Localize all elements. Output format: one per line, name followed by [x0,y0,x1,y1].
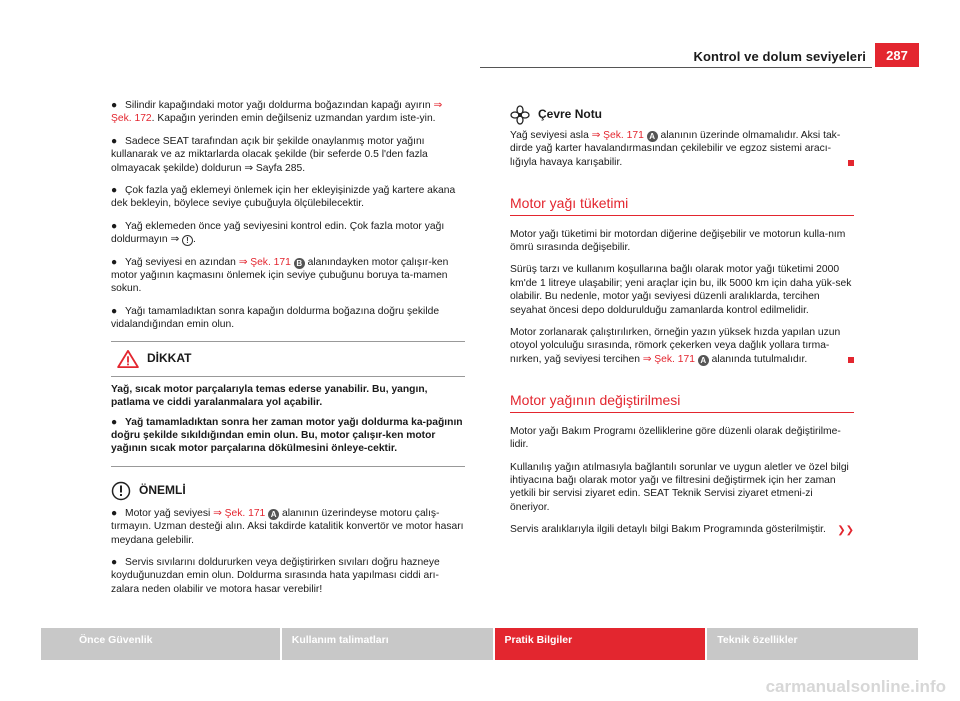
environment-note-body: Yağ seviyesi asla ⇒ Şek. 171 A alanının üzerinde olmamalıdır. Aksi tak-dirde yağ karter havalandırmasından çekilebilir ve egzoz sistemi aracı-lığıyla havaya karışabilir. [510,129,854,169]
figure-link[interactable]: ⇒ Şek. 171 [238,256,291,268]
warning-header [111,342,465,377]
warning-body [111,377,465,466]
bullet-dot-icon: ● [111,220,118,232]
callout-a-icon: A [698,355,709,366]
environment-note-header [510,105,854,125]
bullet-6: ● Yağı tamamladıktan sonra kapağın doldurma boğazına doğru şekilde vidalandığından emin olun. [111,305,440,331]
bullet-dot-icon: ● [111,556,118,568]
paragraph: Sürüş tarzı ve kullanım koşullarına bağlı olarak motor yağı tüketimi 2000 km'de 1 litreye ulaşabilir; yeni araçlar için bu, ilk 5000 km için daha yük-sek olabilir. Bu nedenle, motor yağı seviyesi düzenli aralıklarda, tercihen seyahat öncesi depo doldurulduğu zamanlarda kontrol edilmelidir. [510,264,852,316]
notice-body [111,507,465,596]
bullet-4: ● Yağ eklemeden önce yağ seviyesini kontrol edin. Çok fazla motor yağı doldurmayın ⇒ ! . [111,220,445,246]
section-heading-oil-change: Motor yağının değiştirilmesi [510,394,854,412]
left-column [111,99,465,605]
figure-link[interactable]: ⇒ Şek. 171 [213,507,266,519]
warning-box [111,341,465,467]
figure-link[interactable]: ⇒ Şek. 171 [591,130,644,141]
paragraph: Servis aralıklarıyla ilgili detaylı bilgi Bakım Programında gösterilmiştir. ❯❯ [510,524,854,537]
warning-title: DİKKAT [147,350,192,365]
warning-para-1: Yağ, sıcak motor parçalarıyla temas ederse yanabilir. Bu, yangın, patlama ve ciddi yaralanmalara yol açabilir. [111,383,428,409]
bullet-1: ● Silindir kapağındaki motor yağı doldurma boğazından kapağı ayırın ⇒ Şek. 172. Kapağın yerinden emin değilseniz uzmandan yardım iste-yin. [111,100,443,125]
callout-b-icon: B [294,258,305,269]
paragraph: Motor zorlanarak çalıştırılırken, örneğin yazın yüksek hızda yapılan uzun otoyol yolculuğu sırasında, römork çekerken veya dağlık yollara tırma-nırken, yağ seviyesi tercihen ⇒ Şek. 171 A alanında tutulmalıdır. [510,326,854,366]
page-header-title: Kontrol ve dolum seviyeleri [693,49,866,64]
notice-ref-icon[interactable]: ! [182,235,193,246]
watermark: carmanualsonline.info [765,677,946,696]
header-rule [480,67,872,68]
warning-para-2: ● Yağ tamamladıktan sonra her zaman motor yağı doldurma ka-pağının doğru şekilde sıkıldığından emin olun. Bu, motor çalışır-ken motor yağının sıcak motor parçalarına dökülmesini önleye-cektir. [111,416,463,455]
tab-safety[interactable]: Önce Güvenlik [41,628,280,660]
bullet-dot-icon: ● [111,507,118,519]
continue-arrow-icon: ❯❯ [837,525,854,537]
notice-bullet-1: ● Motor yağ seviyesi ⇒ Şek. 171 A alanının üzerindeyse motoru çalış-tırmayın. Uzman desteği alın. Aksi takdirde katalitik konvertör ve motor hasarı meydana gelebilir. [111,507,464,546]
section-heading-oil-consumption: Motor yağı tüketimi [510,197,854,215]
bullet-dot-icon: ● [111,305,118,317]
bullet-5: ● Yağ seviyesi en azından ⇒ Şek. 171 B alanındayken motor çalışır-ken motor yağının kaçmasını önlemek için seviye çubuğunu boruya ta-mamen sokun. [111,256,449,295]
bullet-dot-icon: ● [111,135,118,147]
figure-link[interactable]: ⇒ Şek. 171 [642,353,695,365]
footer-nav [41,628,918,660]
section-end-mark [848,357,854,363]
notice-title: ÖNEMLİ [139,483,186,498]
bullet-3: ● Çok fazla yağ eklemeyi önlemek için her ekleyişinizde yağ kartere akana dek bekleyin, böylece seviye çubuğuyla ölçülebilecektir. [111,185,456,210]
page-number: 287 [875,43,919,67]
bullet-dot-icon: ● [111,100,118,111]
exclamation-circle-icon [111,481,131,501]
warning-triangle-icon [117,350,139,368]
environment-note-title: Çevre Notu [538,107,603,122]
paragraph: Motor yağı Bakım Programı özelliklerine göre düzenli olarak değiştirilme-lidir. [510,425,841,451]
page-link[interactable]: ⇒ Sayfa 285 [244,162,303,174]
paragraph: Kullanılış yağın atılmasıyla bağlantılı sorunlar ve uygun aletler ve özel bilgi ihtiyacına bağı olarak motor yağı ve filtresini değiştirmek için her zaman yetkili bir servisi ziyaret edin. SEAT Teknik Servisi ziyaret etmeni-zi öneriyor. [510,461,849,513]
bullet-dot-icon: ● [111,416,118,428]
tab-operating-instructions[interactable]: Kullanım talimatları [282,628,493,660]
bullet-2: ● Sadece SEAT tarafından açık bir şekilde onaylanmış motor yağını kullanarak ve az miktarlarda olacak şekilde (bir seferde 0.5 l'den fazla olmayacak şekilde) doldurun ⇒ Sayfa 285. [111,135,428,174]
tab-technical-specs[interactable]: Teknik özellikler [707,628,918,660]
callout-a-icon: A [647,131,658,142]
section-end-mark [848,160,854,166]
callout-a-icon: A [268,509,279,520]
flower-icon [510,105,530,125]
tab-practical-info[interactable]: Pratik Bilgiler [495,628,706,660]
bullet-dot-icon: ● [111,256,118,268]
notice-header [111,481,465,501]
figure-link[interactable]: ⇒ Şek. 172 [111,100,443,125]
right-column [510,105,854,546]
notice-bullet-2: ● Servis sıvılarını doldururken veya değiştirirken sıvıları doğru hazneye koyduğunuzdan emin olun. Doldurma sırasında hata yapılması ciddi arı-zalara neden olabilir ve motora hasar verebilir! [111,556,440,595]
bullet-dot-icon: ● [111,185,118,197]
paragraph: Motor yağı tüketimi bir motordan diğerine değişebilir ve motorun kulla-nım ömrü sırasında değişebilir. [510,228,846,254]
